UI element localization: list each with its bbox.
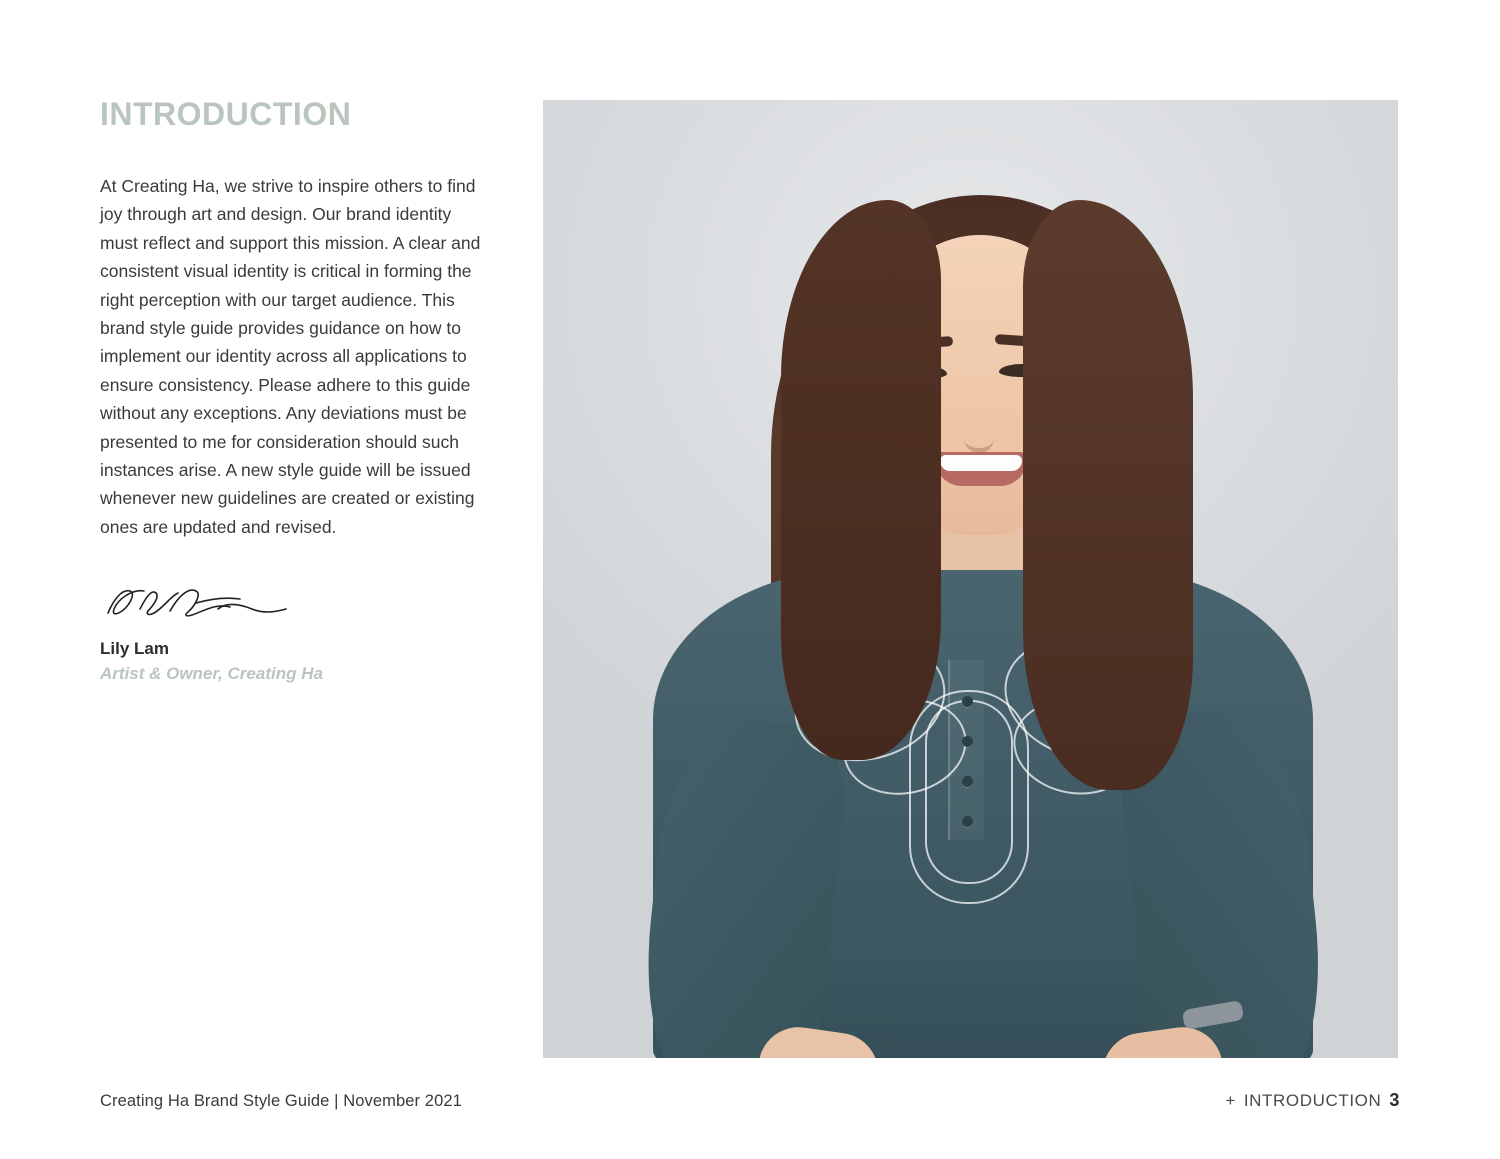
shirt-button <box>962 736 973 747</box>
shirt-button <box>962 776 973 787</box>
photo-background <box>543 100 1398 1058</box>
shirt-button <box>962 696 973 707</box>
plus-icon: + <box>1225 1091 1236 1110</box>
hair-front-right <box>1023 200 1193 790</box>
footer-caption: Creating Ha Brand Style Guide | November 2021 <box>100 1092 462 1110</box>
hair-front-left <box>781 200 941 760</box>
shirt-placket <box>948 660 984 840</box>
shirt-button <box>962 816 973 827</box>
intro-column <box>100 98 495 684</box>
signature-role: Artist & Owner, Creating Ha <box>100 663 323 683</box>
page-number: 3 <box>1389 1090 1400 1110</box>
nose <box>964 400 994 453</box>
intro-paragraph: At Creating Ha, we strive to inspire others to find joy through art and design. Our brand identity must reflect and support this mission. A clear and consistent visual identity is critical in forming the right perception with our target audience. This brand style guide provides guidance on how to implement our identity across all applications to ensure consistency. Please adhere to this guide without any exceptions. Any deviations must be presented to me for consideration should such instances arise. A new style guide will be issued whenever new guidelines are created or existing ones are updated and revised. <box>100 176 481 537</box>
signature-block <box>100 579 495 684</box>
mouth <box>935 452 1027 486</box>
teeth <box>940 455 1022 471</box>
signature-name: Lily Lam <box>100 639 169 659</box>
footer-section-label: INTRODUCTION <box>1243 1091 1382 1110</box>
portrait-illustration <box>543 100 1398 1058</box>
footer-section-marker <box>1225 1090 1400 1111</box>
signature-icon <box>100 579 300 629</box>
portrait-photo <box>543 100 1398 1058</box>
page-title: INTRODUCTION <box>100 96 352 132</box>
